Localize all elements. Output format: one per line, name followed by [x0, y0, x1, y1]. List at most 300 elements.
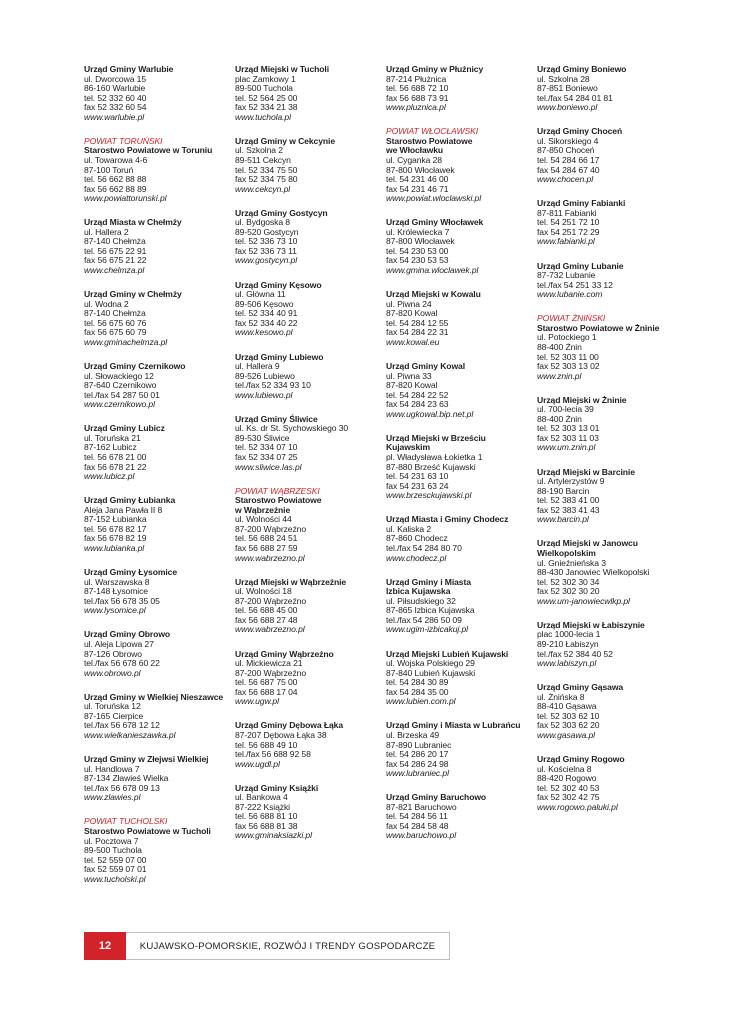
office-name: Urząd Gminy Włocławek — [386, 217, 484, 228]
office-name-cont: Kujawskim — [386, 442, 430, 453]
address-line: tel./fax 54 251 33 12 — [537, 279, 613, 290]
office-name: Urząd Gminy Fabianki — [537, 198, 626, 209]
address-line: ul. Wolności 18 — [235, 586, 292, 597]
office-entry — [84, 693, 232, 741]
office-name: Urząd Gminy Boniewo — [537, 64, 627, 74]
website-link[interactable]: www.lubicz.pl — [84, 471, 135, 482]
office-name-cont: Wielkopolskim — [537, 548, 596, 559]
address-line: tel. 52 302 40 53 — [537, 782, 600, 793]
address-line: 86-160 Warlubie — [84, 83, 146, 94]
office-name: Urząd Gminy Lubicz — [84, 423, 165, 434]
office-name: Urząd Gminy Kowal — [386, 361, 466, 372]
address-line: tel. 56 688 72 10 — [386, 83, 449, 94]
office-entry — [84, 496, 232, 553]
address-line: fax 56 688 81 38 — [235, 820, 298, 831]
address-line: 87-821 Baruchowo — [386, 801, 457, 812]
address-line: fax 54 230 53 53 — [386, 255, 449, 266]
office-name: Urząd Gminy i Miasta w Lubrańcu — [386, 720, 521, 731]
address-line: 87-152 Łubianka — [84, 514, 147, 525]
address-line: fax 52 332 60 54 — [84, 102, 147, 113]
office-entry — [235, 721, 375, 769]
address-line: fax 56 688 73 91 — [386, 92, 449, 103]
office-name: Urząd Miejski w Janowcu — [537, 538, 638, 549]
address-line: Aleja Jana Pawła II 8 — [84, 504, 163, 515]
address-line: 87-100 Toruń — [84, 164, 134, 175]
office-name: Urząd Miejski Lubień Kujawski — [386, 648, 509, 659]
address-line: ul. Piwna 33 — [386, 370, 432, 381]
address-line: ul. Toruńska 21 — [84, 432, 141, 443]
office-name: Urząd Gminy Łubianka — [84, 495, 176, 506]
website-link[interactable]: www.um-janowiecwlkp.pl — [537, 595, 630, 606]
address-line: ul. Bankowa 4 — [235, 792, 288, 803]
website-link[interactable]: www.ugim-izbicakuj.pl — [386, 624, 468, 635]
address-line: tel. 56 688 45 00 — [235, 605, 298, 616]
address-line: fax 56 678 82 19 — [84, 533, 147, 544]
website-link[interactable]: www.labiszyn.pl — [537, 658, 597, 669]
address-line: ul. Sikorskiego 4 — [537, 135, 599, 146]
website-link[interactable]: www.czernikowo.pl — [84, 399, 155, 410]
address-line: tel./fax 56 678 35 05 — [84, 595, 160, 606]
address-line: fax 52 336 73 11 — [235, 245, 297, 256]
website-link[interactable]: www.lubraniec.pl — [386, 768, 449, 779]
address-line: fax 52 302 42 75 — [537, 792, 600, 803]
address-line: tel./fax 56 678 12 12 — [84, 720, 160, 731]
address-line: fax 54 284 23 63 — [386, 399, 449, 410]
website-link[interactable]: www.gminaksiazki.pl — [235, 830, 312, 841]
address-line: tel./fax 54 284 80 70 — [386, 542, 462, 553]
office-name: Urząd Gminy Kęsowo — [235, 279, 322, 290]
office-name: Urząd Gminy Śliwice — [235, 413, 318, 424]
address-line: fax 54 231 46 71 — [386, 183, 449, 194]
office-name: Urząd Gminy Lubanie — [537, 260, 624, 271]
address-line: fax 54 251 72 29 — [537, 226, 600, 237]
office-entry — [537, 262, 685, 300]
column-1 — [84, 65, 232, 899]
address-line: ul. Artylerzystów 9 — [537, 476, 605, 487]
office-entry — [537, 199, 685, 247]
address-line: 87-840 Lubień Kujawski — [386, 667, 476, 678]
website-link[interactable]: www.powiat.wloclawski.pl — [386, 193, 482, 204]
address-line: tel. 54 284 12 55 — [386, 317, 449, 328]
address-line: tel./fax 56 678 09 13 — [84, 782, 160, 793]
address-line: ul. Cyganka 28 — [386, 154, 442, 165]
office-entry — [84, 755, 232, 803]
address-line: tel. 56 662 88 88 — [84, 174, 147, 185]
address-line: tel. 56 687 75 00 — [235, 677, 298, 688]
office-entry — [235, 415, 375, 472]
office-entry — [386, 721, 534, 778]
address-line: ul. Brzeska 49 — [386, 729, 440, 740]
office-entry — [537, 539, 685, 606]
office-name: Starostwo Powiatowe — [235, 495, 322, 506]
office-entry — [84, 290, 232, 347]
column-2 — [235, 65, 375, 856]
office-entry — [235, 784, 375, 841]
page-number: 12 — [84, 932, 126, 960]
office-name: Urząd Gminy Czernikowo — [84, 361, 186, 372]
address-line: ul. Mickiewicza 21 — [235, 658, 303, 669]
office-name: Urząd Gminy Obrowo — [84, 629, 171, 640]
address-line: ul. Warszawska 8 — [84, 576, 150, 587]
website-link[interactable]: www.ugkowal.bip.net.pl — [386, 408, 474, 419]
office-entry — [386, 793, 534, 841]
address-line: fax 56 688 27 48 — [235, 614, 298, 625]
office-name: Urząd Miejski w Tucholi — [235, 64, 329, 74]
office-entry — [84, 630, 232, 678]
office-entry — [537, 127, 685, 184]
office-name: Urząd Miejski w Brześciu — [386, 432, 486, 443]
address-line: 87-126 Obrowo — [84, 648, 142, 659]
office-name-cont: w Wąbrzeźnie — [235, 504, 291, 515]
address-line: tel. 54 230 53 00 — [386, 245, 449, 256]
address-line: fax 56 675 21 22 — [84, 255, 147, 266]
address-line: 87-200 Wąbrzeźno — [235, 667, 307, 678]
address-line: fax 56 678 21 22 — [84, 461, 147, 472]
address-line: tel. 56 675 22 91 — [84, 245, 147, 256]
address-line: ul. Królewiecka 7 — [386, 226, 450, 237]
website-link[interactable]: www.obrowo.pl — [84, 667, 141, 678]
address-line: 87-148 Łysomice — [84, 586, 148, 597]
address-line: 88-400 Żnin — [537, 341, 582, 352]
office-name: Urząd Gminy Rogowo — [537, 754, 625, 765]
address-line: fax 54 286 24 98 — [386, 758, 449, 769]
address-line: 87-162 Lubicz — [84, 442, 137, 453]
address-line: 89-506 Kęsowo — [235, 298, 294, 309]
address-line: ul. Gnieźnieńska 3 — [537, 557, 606, 568]
office-entry — [537, 468, 685, 525]
address-line: ul. Dworcowa 15 — [84, 73, 147, 84]
address-line: tel. 52 559 07 00 — [84, 854, 147, 865]
address-line: ul. Słowackiego 12 — [84, 370, 154, 381]
address-line: 88-400 Żnin — [537, 413, 582, 424]
address-line: fax 54 231 63 24 — [386, 480, 449, 491]
website-link[interactable]: www.gostycyn.pl — [235, 255, 298, 266]
office-entry — [84, 362, 232, 410]
address-line: fax 52 302 30 20 — [537, 586, 600, 597]
page-footer — [84, 932, 450, 960]
address-line: tel. 54 284 56 11 — [386, 811, 448, 822]
address-line: tel. 54 231 63 10 — [386, 471, 449, 482]
website-link[interactable]: www.lysomice.pl — [84, 605, 146, 616]
address-line: tel. 56 688 24 51 — [235, 533, 298, 544]
address-line: ul. Potockiego 1 — [537, 332, 597, 343]
office-name: Urząd Miasta w Chełmży — [84, 217, 182, 228]
address-line: 87-850 Choceń — [537, 145, 595, 156]
website-link[interactable]: www.ugdl.pl — [235, 758, 280, 769]
address-line: tel./fax 56 688 92 58 — [235, 749, 311, 760]
office-entry — [386, 362, 534, 419]
office-entry — [84, 137, 232, 204]
address-line: tel. 52 564 25 00 — [235, 92, 298, 103]
section-heading: POWIAT TORUŃSKI — [84, 135, 163, 146]
office-name: Urząd Gminy w Cekcynie — [235, 135, 336, 146]
office-name: Urząd Gminy w Płużnicy — [386, 64, 484, 74]
address-line: fax 54 284 22 31 — [386, 327, 449, 338]
address-line: 87-800 Włocławek — [386, 164, 455, 175]
website-link[interactable]: www.kesowo.pl — [235, 327, 293, 338]
address-line: 89-511 Cekcyn — [235, 154, 291, 165]
column-3 — [386, 65, 534, 856]
address-line: ul. Żnińska 8 — [537, 691, 585, 702]
office-name: Starostwo Powiatowe w Żninie — [537, 322, 660, 333]
website-link[interactable]: www.chocen.pl — [537, 174, 594, 185]
column-4 — [537, 65, 685, 827]
address-line: 88-410 Gąsawa — [537, 701, 597, 712]
address-line: tel./fax 56 678 60 22 — [84, 658, 160, 669]
address-line: tel. 52 303 62 10 — [537, 710, 600, 721]
address-line: 89-500 Tuchola — [235, 83, 293, 94]
office-entry — [537, 683, 685, 740]
address-line: 87-200 Wąbrzeźno — [235, 595, 307, 606]
address-line: ul. Kościelna 8 — [537, 763, 592, 774]
address-line: ul. Towarowa 4-6 — [84, 154, 148, 165]
website-link[interactable]: www.boniewo.pl — [537, 102, 598, 113]
office-entry — [386, 127, 534, 203]
website-link[interactable]: www.brzesckujawski.pl — [386, 490, 472, 501]
address-line: ul. Handlowa 7 — [84, 763, 140, 774]
office-name: Urząd Gminy w Złejwsi Wielkiej — [84, 754, 209, 765]
address-line: fax 56 688 17 04 — [235, 686, 298, 697]
website-link[interactable]: www.lubiewo.pl — [235, 389, 293, 400]
address-line: 87-140 Chełmża — [84, 236, 146, 247]
office-entry — [235, 137, 375, 194]
address-line: 87-820 Kowal — [386, 380, 438, 391]
address-line: 87-851 Boniewo — [537, 83, 598, 94]
office-name: Urząd Gminy Dębowa Łąka — [235, 720, 344, 731]
office-name: Urząd Gminy Łysomice — [84, 567, 178, 578]
address-line: ul. Piłsudskiego 32 — [386, 595, 456, 606]
address-line: fax 54 284 58 48 — [386, 820, 449, 831]
office-name: Urząd Miejski w Łabiszynie — [537, 619, 645, 630]
address-line: fax 52 383 41 43 — [537, 504, 600, 515]
website-link[interactable]: www.cekcyn.pl — [235, 183, 291, 194]
office-entry — [537, 755, 685, 812]
office-name: Urząd Gminy Choceń — [537, 126, 623, 137]
website-link[interactable]: www.gasawa.pl — [537, 729, 595, 740]
office-name: Urząd Gminy Baruchowo — [386, 792, 487, 803]
office-entry — [386, 434, 534, 501]
address-line: tel. 52 334 75 50 — [235, 164, 298, 175]
office-entry — [235, 281, 375, 338]
address-line: 89-520 Gostycyn — [235, 226, 299, 237]
website-link[interactable]: www.baruchowo.pl — [386, 830, 457, 841]
office-name: Urząd Gminy Wąbrzeźno — [235, 648, 334, 659]
address-line: ul. Pocztowa 7 — [84, 835, 139, 846]
office-name: Urząd Gminy Gostycyn — [235, 207, 328, 218]
office-name: Urząd Miejski w Wąbrzeźnie — [235, 576, 347, 587]
office-name-cont: we Włocławku — [386, 145, 444, 156]
address-line: tel. 52 303 13 01 — [537, 423, 600, 434]
address-line: 87-207 Dębowa Łąka 38 — [235, 729, 327, 740]
address-line: tel. 52 383 41 00 — [537, 495, 600, 506]
address-line: tel. 54 284 22 52 — [386, 389, 449, 400]
website-link[interactable]: www.rogowo.paluki.pl — [537, 801, 618, 812]
address-line: ul. Bydgoska 8 — [235, 217, 290, 228]
address-line: ul. Kaliska 2 — [386, 523, 432, 534]
website-link[interactable]: www.wielkanieszawka.pl — [84, 729, 176, 740]
office-name: Starostwo Powiatowe — [386, 135, 473, 146]
office-name: Urząd Gminy Gąsawa — [537, 682, 624, 693]
address-line: tel. 56 678 82 17 — [84, 523, 147, 534]
address-line: 88-420 Rogowo — [537, 773, 597, 784]
address-line: 87-820 Kowal — [386, 308, 438, 319]
address-line: ul. Aleja Lipowa 27 — [84, 639, 154, 649]
address-line: 87-880 Brześć Kujawski — [386, 461, 476, 472]
office-name: Urząd Gminy Książki — [235, 782, 319, 793]
address-line: 89-210 Łabiszyn — [537, 639, 599, 649]
address-line: tel. 56 678 21 00 — [84, 452, 147, 463]
address-line: tel. 54 231 46 00 — [386, 174, 449, 185]
website-link[interactable]: www.ugw.pl — [235, 696, 279, 707]
address-line: ul. Toruńska 12 — [84, 701, 141, 712]
address-line: ul. Szkolna 28 — [537, 73, 590, 84]
office-name: Urząd Gminy i Miasta — [386, 576, 471, 587]
address-line: tel. 54 286 20 17 — [386, 749, 449, 760]
website-link[interactable]: www.powiattorunski.pl — [84, 193, 167, 204]
address-line: 88-190 Barcin — [537, 485, 590, 496]
website-link[interactable]: www.chodecz.pl — [386, 552, 447, 563]
address-line: 89-500 Tuchola — [84, 845, 142, 856]
address-line: fax 54 284 35 00 — [386, 686, 449, 697]
address-line: 87-140 Chełmża — [84, 308, 146, 319]
address-line: fax 52 303 11 03 — [537, 432, 599, 443]
address-line: ul. Hallera 9 — [235, 361, 280, 372]
website-link[interactable]: www.zlawies.pl — [84, 792, 141, 803]
office-entry — [386, 290, 534, 347]
address-line: 87-214 Płużnica — [386, 73, 447, 84]
website-link[interactable]: www.wabrzezno.pl — [235, 552, 305, 563]
website-link[interactable]: www.tucholski.pl — [84, 873, 146, 884]
website-link[interactable]: www.znin.pl — [537, 370, 582, 381]
office-entry — [235, 650, 375, 707]
address-line: fax 52 334 75 80 — [235, 174, 298, 185]
office-entry — [84, 424, 232, 481]
office-name-cont: Izbica Kujawska — [386, 586, 451, 597]
address-line: 87-811 Fabianki — [537, 207, 597, 218]
address-line: fax 52 303 62 20 — [537, 720, 600, 731]
office-entry — [386, 65, 534, 113]
address-line: ul. 700-lecia 39 — [537, 404, 594, 415]
address-line: fax 52 303 13 02 — [537, 361, 600, 372]
website-link[interactable]: www.um.znin.pl — [537, 442, 596, 453]
address-line: tel./fax 54 286 50 09 — [386, 614, 462, 625]
office-entry — [235, 353, 375, 401]
address-line: fax 52 559 07 01 — [84, 864, 147, 875]
office-entry — [235, 578, 375, 635]
website-link[interactable]: www.fabianki.pl — [537, 236, 595, 247]
address-line: tel. 52 334 40 91 — [235, 308, 298, 319]
address-line: tel. 52 303 11 00 — [537, 351, 599, 362]
office-entry — [537, 621, 685, 669]
address-line: ul. Wodna 2 — [84, 298, 129, 309]
website-link[interactable]: www.warlubie.pl — [84, 111, 145, 122]
office-entry — [386, 515, 534, 563]
section-heading: POWIAT ŻNIŃSKI — [537, 313, 606, 324]
office-entry — [84, 65, 232, 122]
address-line: tel./fax 54 284 01 81 — [537, 92, 613, 103]
address-line: tel./fax 52 384 40 52 — [537, 648, 613, 659]
address-line: tel. 54 284 66 17 — [537, 154, 600, 165]
website-link[interactable]: www.lubanie.com — [537, 289, 603, 300]
office-name: Urząd Gminy Lubiewo — [235, 351, 324, 362]
address-line: ul. Wojska Polskiego 29 — [386, 658, 475, 669]
office-entry — [537, 314, 685, 381]
footer-title: KUJAWSKO-POMORSKIE, ROZWÓJ I TRENDY GOSPODARCZE — [126, 932, 450, 960]
address-line: tel. 52 302 30 34 — [537, 576, 600, 587]
office-entry — [386, 650, 534, 707]
office-name: Starostwo Powiatowe w Toruniu — [84, 145, 213, 156]
address-line: plac Zamkowy 1 — [235, 73, 296, 84]
office-name: Urząd Gminy Warlubie — [84, 64, 174, 74]
address-line: 87-865 Izbica Kujawska — [386, 605, 475, 616]
office-entry — [386, 218, 534, 275]
address-line: tel./fax 54 287 50 01 — [84, 389, 160, 400]
website-link[interactable]: www.pluznica.pl — [386, 102, 446, 113]
address-line: 87-640 Czernikowo — [84, 380, 157, 391]
address-line: 87-200 Wąbrzeźno — [235, 523, 307, 534]
website-link[interactable]: www.gmina.wloclawek.pl — [386, 265, 479, 276]
office-entry — [84, 218, 232, 275]
address-line: fax 52 334 40 22 — [235, 317, 298, 328]
office-entry — [84, 817, 232, 884]
address-line: ul. Ks. dr St. Sychowskiego 30 — [235, 423, 349, 434]
office-entry — [235, 487, 375, 563]
address-line: 89-526 Lubiewo — [235, 370, 295, 381]
section-heading: POWIAT TUCHOLSKI — [84, 816, 168, 827]
address-line: tel. 52 332 60 40 — [84, 92, 147, 103]
website-link[interactable]: www.lubien.com.pl — [386, 696, 456, 707]
address-line: pl. Władysława Łokietka 1 — [386, 452, 483, 463]
address-line: tel. 54 284 30 89 — [386, 677, 449, 688]
office-entry — [537, 65, 685, 113]
address-line: 87-860 Chodecz — [386, 533, 448, 544]
website-link[interactable]: www.tuchola.pl — [235, 111, 291, 122]
address-line: tel. 56 675 60 76 — [84, 317, 147, 328]
website-link[interactable]: www.wabrzezno.pl — [235, 624, 305, 635]
address-line: 87-165 Cierpice — [84, 710, 144, 721]
website-link[interactable]: www.kowal.eu — [386, 336, 440, 347]
address-line: fax 54 284 67 40 — [537, 164, 600, 175]
office-name: Urząd Miejski w Kowalu — [386, 289, 481, 300]
address-line: 87-134 Zławieś Wielka — [84, 773, 169, 784]
address-line: plac 1000-lecia 1 — [537, 629, 601, 640]
address-line: tel. 52 334 07 10 — [235, 442, 298, 453]
section-heading: POWIAT WŁOCŁAWSKI — [386, 126, 479, 137]
office-name: Urząd Miejski w Żninie — [537, 394, 627, 405]
address-line: tel. 56 688 81 10 — [235, 811, 298, 822]
address-line: tel./fax 52 334 93 10 — [235, 380, 311, 391]
office-entry — [537, 396, 685, 453]
address-line: fax 56 662 88 89 — [84, 183, 147, 194]
address-line: ul. Szkolna 2 — [235, 145, 283, 156]
address-line: fax 52 334 07 25 — [235, 452, 298, 463]
website-link[interactable]: www.gminachelmza.pl — [84, 336, 168, 347]
website-link[interactable]: www.chelmza.pl — [84, 265, 145, 276]
website-link[interactable]: www.barcin.pl — [537, 514, 589, 525]
office-name: Urząd Miasta i Gminy Chodecz — [386, 514, 509, 525]
address-line: fax 56 675 60 79 — [84, 327, 147, 338]
office-entry — [235, 65, 375, 122]
address-line: 87-222 Książki — [235, 801, 290, 812]
address-line: ul. Hallera 2 — [84, 226, 129, 237]
address-line: ul. Wolności 44 — [235, 514, 292, 525]
website-link[interactable]: www.sliwice.las.pl — [235, 461, 302, 472]
address-line: 88-430 Janowiec Wielkopolski — [537, 567, 650, 578]
address-line: fax 52 334 21 38 — [235, 102, 298, 113]
office-entry — [235, 209, 375, 266]
website-link[interactable]: www.lubianka.pl — [84, 542, 145, 553]
section-heading: POWIAT WĄBRZESKI — [235, 485, 320, 496]
